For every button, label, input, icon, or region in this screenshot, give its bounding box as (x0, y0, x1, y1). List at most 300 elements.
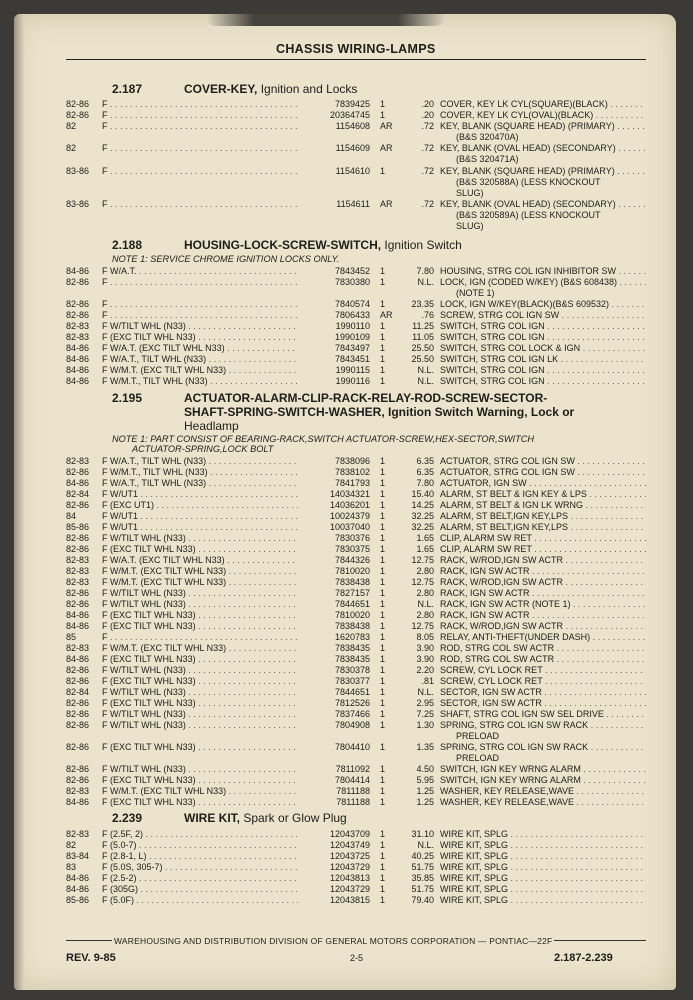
quantity: 1 (380, 110, 386, 120)
part-description: WIRE KIT, SPLG . . . (440, 873, 646, 884)
part-number: 7830375 (334, 544, 370, 554)
application: F (2.8-1, L) . . . (102, 851, 298, 862)
model-years: 84-86 (66, 884, 90, 894)
model-years: 82 (66, 840, 77, 850)
model-years: 82-86 (66, 709, 90, 719)
application: F W/TILT WHL (N33) . . . (102, 687, 298, 698)
price: 3.90 (416, 643, 434, 653)
part-description: WIRE KIT, SPLG . . . (440, 829, 646, 840)
price: 2.80 (416, 588, 434, 598)
price: N.L. (417, 599, 434, 609)
price: 5.95 (416, 775, 434, 785)
model-years: 82-86 (66, 720, 90, 730)
application: F W/M.T., TILT WHL (N33) . . . (102, 467, 298, 478)
price: 2.95 (416, 698, 434, 708)
model-years: 82-86 (66, 698, 90, 708)
part-description: ACTUATOR, IGN SW . . . (440, 478, 646, 489)
price: N.L. (417, 376, 434, 386)
section-title: WIRE KIT, (184, 811, 240, 825)
price: 1.25 (416, 786, 434, 796)
part-number: 7841793 (334, 478, 370, 488)
description-continuation: (B&S 320471A) (456, 154, 519, 164)
section-title: HOUSING-LOCK-SCREW-SWITCH, (184, 238, 382, 252)
price: 51.75 (411, 884, 434, 894)
part-number: 7804414 (334, 775, 370, 785)
model-years: 84-86 (66, 266, 90, 276)
model-years: 84 (66, 511, 77, 521)
application: F . . . (102, 99, 298, 110)
section-number: 2.239 (112, 811, 143, 825)
quantity: 1 (380, 884, 386, 894)
part-description: COVER, KEY LK CYL(OVAL)(BLACK) . . . (440, 110, 646, 121)
quantity: 1 (380, 277, 386, 287)
price: N.L. (417, 365, 434, 375)
header-rule (66, 59, 646, 60)
model-years: 84-86 (66, 376, 90, 386)
model-years: 82-86 (66, 544, 90, 554)
part-row (66, 555, 646, 566)
part-number: 7830376 (334, 533, 370, 543)
part-row (66, 277, 646, 288)
model-years: 82-83 (66, 321, 90, 331)
part-number: 20364745 (329, 110, 370, 120)
part-row (66, 332, 646, 343)
description-continuation: (B&S 320589A) (LESS KNOCKOUT (456, 210, 601, 220)
quantity: 1 (380, 676, 386, 686)
part-description: WASHER, KEY RELEASE,WAVE . . . (440, 786, 646, 797)
part-description: WIRE KIT, SPLG . . . (440, 862, 646, 873)
model-years: 82-83 (66, 577, 90, 587)
part-row (66, 599, 646, 610)
part-description: WIRE KIT, SPLG . . . (440, 840, 646, 851)
part-description: SPRING, STRG COL IGN SW RACK . . . (440, 720, 646, 731)
quantity: 1 (380, 862, 386, 872)
part-row (66, 643, 646, 654)
section-title-continued: Headlamp (184, 419, 239, 433)
model-years: 84-86 (66, 365, 90, 375)
part-row (66, 299, 646, 310)
price: 1.65 (416, 544, 434, 554)
quantity: 1 (380, 599, 386, 609)
part-row (66, 873, 646, 884)
application: F . . . (102, 143, 298, 154)
quantity: 1 (380, 544, 386, 554)
application: F (5.0-7) . . . (102, 840, 298, 851)
quantity: 1 (380, 873, 386, 883)
quantity: 1 (380, 654, 386, 664)
quantity: 1 (380, 467, 386, 477)
part-description: SWITCH, STRG COL IGN . . . (440, 321, 646, 332)
part-number: 7839425 (334, 99, 370, 109)
description-continuation: PRELOAD (456, 753, 500, 763)
part-row (66, 544, 646, 555)
part-number: 7811188 (336, 786, 370, 796)
model-years: 85-86 (66, 895, 90, 905)
model-years: 85-86 (66, 522, 90, 532)
part-number: 7843451 (334, 354, 370, 364)
price: N.L. (417, 277, 434, 287)
part-number: 12043749 (329, 840, 370, 850)
price: 1.25 (416, 797, 434, 807)
part-row (66, 895, 646, 906)
part-description: LOCK, IGN (CODED W/KEY) (B&S 608438) . . . (440, 277, 646, 288)
model-years: 82-86 (66, 665, 90, 675)
application: F W/M.T. (EXC TILT WHL N33) . . . (102, 643, 298, 654)
part-row (66, 500, 646, 511)
part-description: SPRING, STRG COL IGN SW RACK . . . (440, 742, 646, 753)
part-description: KEY, BLANK (SQUARE HEAD) (PRIMARY) . . . (440, 121, 646, 132)
application: F . . . (102, 121, 298, 132)
model-years: 82-86 (66, 599, 90, 609)
model-years: 82-86 (66, 588, 90, 598)
model-years: 82 (66, 143, 77, 153)
model-years: 82-86 (66, 277, 90, 287)
section-number: 2.195 (112, 391, 143, 405)
model-years: 84-86 (66, 478, 90, 488)
quantity: 1 (380, 321, 386, 331)
application: F . . . (102, 110, 298, 121)
price: 11.05 (412, 332, 434, 342)
price: 32.25 (411, 511, 434, 521)
application: F W/M.T. (EXC TILT WHL N33) . . . (102, 577, 298, 588)
quantity: AR (380, 199, 393, 209)
part-number: 1990115 (335, 365, 370, 375)
part-number: 1154608 (335, 121, 370, 131)
model-years: 82-83 (66, 555, 90, 565)
model-years: 85 (66, 632, 77, 642)
part-row (66, 343, 646, 354)
quantity: 1 (380, 665, 386, 675)
application: F (EXC TILT WHL N33) . . . (102, 621, 298, 632)
application: F . . . (102, 277, 298, 288)
part-number: 7844326 (334, 555, 370, 565)
part-number: 7844651 (334, 599, 370, 609)
application: F (EXC TILT WHL N33) . . . (102, 676, 298, 687)
model-years: 82-86 (66, 467, 90, 477)
part-number: 1154611 (336, 199, 370, 209)
part-row (66, 522, 646, 533)
part-description: ROD, STRG COL SW ACTR . . . (440, 654, 646, 665)
quantity: 1 (380, 720, 386, 730)
price: 8.05 (416, 632, 434, 642)
quantity: 1 (380, 456, 386, 466)
section-title-line2: SHAFT-SPRING-SWITCH-WASHER, (184, 405, 385, 419)
part-row (66, 709, 646, 720)
application: F W/TILT WHL (N33) . . . (102, 588, 298, 599)
model-years: 82-83 (66, 829, 90, 839)
price: 7.80 (416, 266, 434, 276)
price: 4.50 (416, 764, 434, 774)
part-number: 1990110 (335, 321, 370, 331)
description-continuation: SLUG) (456, 188, 484, 198)
price: 12.75 (411, 577, 434, 587)
part-row (66, 566, 646, 577)
quantity: 1 (380, 577, 386, 587)
part-row (66, 533, 646, 544)
price: .20 (421, 110, 434, 120)
model-years: 84-86 (66, 343, 90, 353)
application: F . . . (102, 199, 298, 210)
part-description: CLIP, ALARM SW RET . . . (440, 544, 646, 555)
price: .72 (421, 199, 434, 209)
part-row (66, 610, 646, 621)
quantity: 1 (380, 266, 386, 276)
model-years: 82-84 (66, 489, 90, 499)
part-description: WASHER, KEY RELEASE,WAVE . . . (440, 797, 646, 808)
application: F (EXC UT1) . . . (102, 500, 298, 511)
footer-section-range: 2.187-2.239 (554, 952, 613, 964)
model-years: 82-84 (66, 687, 90, 697)
price: N.L. (417, 687, 434, 697)
part-number: 7810020 (334, 610, 370, 620)
price: .81 (421, 676, 434, 686)
section-subtitle: Spark or Glow Plug (240, 811, 347, 825)
quantity: 1 (380, 829, 386, 839)
part-number: 7843452 (334, 266, 370, 276)
model-years: 82-86 (66, 775, 90, 785)
quantity: 1 (380, 786, 386, 796)
quantity: 1 (380, 343, 386, 353)
quantity: 1 (380, 742, 386, 752)
part-number: 7838435 (334, 654, 370, 664)
model-years: 82-86 (66, 676, 90, 686)
quantity: 1 (380, 566, 386, 576)
application: F (2.5-2) . . . (102, 873, 298, 884)
application: F W/A.T., TILT WHL (N33) . . . (102, 354, 298, 365)
quantity: 1 (380, 555, 386, 565)
price: 1.65 (416, 533, 434, 543)
description-continuation: (B&S 320470A) (456, 132, 519, 142)
price: 14.25 (411, 500, 434, 510)
price: 6.35 (416, 467, 434, 477)
part-row (66, 99, 646, 110)
part-number: 12043815 (329, 895, 370, 905)
quantity: 1 (380, 588, 386, 598)
part-row (66, 862, 646, 873)
part-number: 1154609 (335, 143, 370, 153)
application: F (EXC TILT WHL N33) . . . (102, 332, 298, 343)
part-description: SWITCH, IGN KEY WRNG ALARM . . . (440, 764, 646, 775)
model-years: 83-86 (66, 166, 90, 176)
part-row (66, 266, 646, 277)
part-number: 7838438 (334, 577, 370, 587)
part-description: SWITCH, STRG COL IGN LK . . . (440, 354, 646, 365)
part-number: 7838096 (334, 456, 370, 466)
application: F (5.0F) . . . (102, 895, 298, 906)
part-number: 14036201 (329, 500, 370, 510)
model-years: 82-86 (66, 99, 90, 109)
part-description: ALARM, ST BELT & IGN KEY & LPS . . . (440, 489, 646, 500)
application: F W/M.T. (EXC TILT WHL N33) . . . (102, 365, 298, 376)
model-years: 82-83 (66, 566, 90, 576)
quantity: AR (380, 310, 393, 320)
part-row (66, 511, 646, 522)
application: F (EXC TILT WHL N33) . . . (102, 610, 298, 621)
quantity: 1 (380, 365, 386, 375)
quantity: 1 (380, 166, 386, 176)
part-description: ALARM, ST BELT,IGN KEY,LPS . . . (440, 511, 646, 522)
section-note: NOTE 1: PART CONSIST OF BEARING-RACK,SWITCH ACTUATOR-SCREW,HEX-SECTOR,SWITCH (112, 434, 534, 444)
price: 2.80 (416, 610, 434, 620)
model-years: 84-86 (66, 797, 90, 807)
application: F (EXC TILT WHL N33) . . . (102, 544, 298, 555)
model-years: 82-83 (66, 332, 90, 342)
quantity: 1 (380, 840, 386, 850)
part-number: 7844651 (334, 687, 370, 697)
part-row (66, 654, 646, 665)
part-description: COVER, KEY LK CYL(SQUARE)(BLACK) . . . (440, 99, 646, 110)
part-row (66, 687, 646, 698)
section-heading (112, 391, 547, 405)
model-years: 84-86 (66, 610, 90, 620)
application: F . . . (102, 299, 298, 310)
part-description: ACTUATOR, STRG COL IGN SW . . . (440, 456, 646, 467)
part-row (66, 121, 646, 132)
part-row (66, 110, 646, 121)
model-years: 82-83 (66, 786, 90, 796)
part-number: 7840574 (334, 299, 370, 309)
model-years: 82-83 (66, 643, 90, 653)
application: F W/M.T. (EXC TILT WHL N33) . . . (102, 786, 298, 797)
page-header: CHASSIS WIRING-LAMPS (276, 42, 436, 56)
section-number: 2.188 (112, 238, 143, 252)
part-description: RACK, IGN SW ACTR (NOTE 1) . . . (440, 599, 646, 610)
quantity: 1 (380, 522, 386, 532)
application: F W/A.T. (EXC TILT WHL N33) . . . (102, 555, 298, 566)
part-description: SWITCH, STRG COL IGN . . . (440, 365, 646, 376)
part-number: 10037040 (329, 522, 370, 532)
section-title-continued (184, 405, 574, 419)
price: .72 (421, 166, 434, 176)
part-row (66, 775, 646, 786)
application: F W/A.T. (EXC TILT WHL N33) . . . (102, 343, 298, 354)
part-number: 12043709 (329, 829, 370, 839)
model-years: 84-86 (66, 354, 90, 364)
quantity: 1 (380, 332, 386, 342)
section-number: 2.187 (112, 82, 143, 96)
part-description: SWITCH, STRG COL IGN . . . (440, 376, 646, 387)
section-note-continued: ACTUATOR-SPRING,LOCK BOLT (132, 444, 274, 454)
quantity: 1 (380, 533, 386, 543)
quantity: 1 (380, 764, 386, 774)
quantity: 1 (380, 354, 386, 364)
application: F W/M.T. (EXC TILT WHL N33) . . . (102, 566, 298, 577)
catalog-page (14, 14, 676, 990)
price: 40.25 (411, 851, 434, 861)
part-row (66, 321, 646, 332)
part-row (66, 467, 646, 478)
application: F . . . (102, 310, 298, 321)
part-row (66, 376, 646, 387)
part-row (66, 698, 646, 709)
part-description: WIRE KIT, SPLG . . . (440, 884, 646, 895)
application: F (EXC TILT WHL N33) . . . (102, 742, 298, 753)
application: F W/UT1 . . . (102, 511, 298, 522)
part-number: 10024379 (329, 511, 370, 521)
part-row (66, 365, 646, 376)
part-description: CLIP, ALARM SW RET . . . (440, 533, 646, 544)
quantity: 1 (380, 511, 386, 521)
part-number: 7830377 (334, 676, 370, 686)
part-description: SWITCH, STRG COL LOCK & IGN . . . (440, 343, 646, 354)
part-row (66, 851, 646, 862)
model-years: 84-86 (66, 621, 90, 631)
part-row (66, 577, 646, 588)
part-description: RACK, W/ROD,IGN SW ACTR . . . (440, 577, 646, 588)
part-number: 1620783 (334, 632, 370, 642)
part-number: 12043725 (329, 851, 370, 861)
price: 35.85 (411, 873, 434, 883)
part-description: RACK, IGN SW ACTR . . . (440, 566, 646, 577)
part-description: ROD, STRG COL SW ACTR . . . (440, 643, 646, 654)
application: F W/TILT WHL (N33) . . . (102, 764, 298, 775)
part-row (66, 310, 646, 321)
description-continuation: SLUG) (456, 221, 484, 231)
model-years: 84-86 (66, 873, 90, 883)
part-number: 7811188 (336, 797, 370, 807)
part-number: 7827157 (334, 588, 370, 598)
part-description: KEY, BLANK (SQUARE HEAD) (PRIMARY) . . . (440, 166, 646, 177)
part-row (66, 632, 646, 643)
part-number: 7804410 (334, 742, 370, 752)
model-years: 84-86 (66, 654, 90, 664)
price: .72 (421, 121, 434, 131)
application: F W/UT1 . . . (102, 522, 298, 533)
part-description: SCREW, STRG COL IGN SW . . . (440, 310, 646, 321)
part-number: 7838435 (334, 643, 370, 653)
quantity: 1 (380, 643, 386, 653)
part-number: 7812526 (334, 698, 370, 708)
part-row (66, 884, 646, 895)
part-description: SCREW, CYL LOCK RET . . . (440, 665, 646, 676)
price: 11.25 (412, 321, 434, 331)
part-number: 1990116 (335, 376, 370, 386)
part-row (66, 665, 646, 676)
price: 3.90 (416, 654, 434, 664)
application: F W/A.T. . . . (102, 266, 298, 277)
part-number: 12043729 (329, 884, 370, 894)
section-subtitle: Ignition Switch Warning, Lock or (384, 405, 575, 419)
quantity: 1 (380, 797, 386, 807)
part-row (66, 829, 646, 840)
part-description: WIRE KIT, SPLG . . . (440, 851, 646, 862)
price: .76 (421, 310, 434, 320)
description-continuation: (NOTE 1) (456, 288, 495, 298)
application: F W/TILT WHL (N33) . . . (102, 321, 298, 332)
part-description: ACTUATOR, STRG COL IGN SW . . . (440, 467, 646, 478)
price: 2.20 (416, 665, 434, 675)
part-row (66, 621, 646, 632)
quantity: 1 (380, 895, 386, 905)
price: 6.35 (416, 456, 434, 466)
model-years: 82-86 (66, 500, 90, 510)
quantity: AR (380, 143, 393, 153)
part-description: RACK, W/ROD,IGN SW ACTR . . . (440, 621, 646, 632)
part-description: KEY, BLANK (OVAL HEAD) (SECONDARY) . . . (440, 143, 646, 154)
section-title: COVER-KEY, (184, 82, 258, 96)
section-title: ACTUATOR-ALARM-CLIP-RACK-RELAY-ROD-SCREW-SECTOR- (184, 391, 548, 405)
price: 15.40 (411, 489, 434, 499)
top-edge-smudge (206, 14, 446, 26)
part-description: RACK, IGN SW ACTR . . . (440, 610, 646, 621)
part-description: SWITCH, IGN KEY WRNG ALARM . . . (440, 775, 646, 786)
part-number: 7838438 (334, 621, 370, 631)
price: 31.10 (411, 829, 434, 839)
application: F W/A.T., TILT WHL (N33) . . . (102, 456, 298, 467)
price: 1.35 (416, 742, 434, 752)
application: F W/TILT WHL (N33) . . . (102, 665, 298, 676)
quantity: 1 (380, 621, 386, 631)
